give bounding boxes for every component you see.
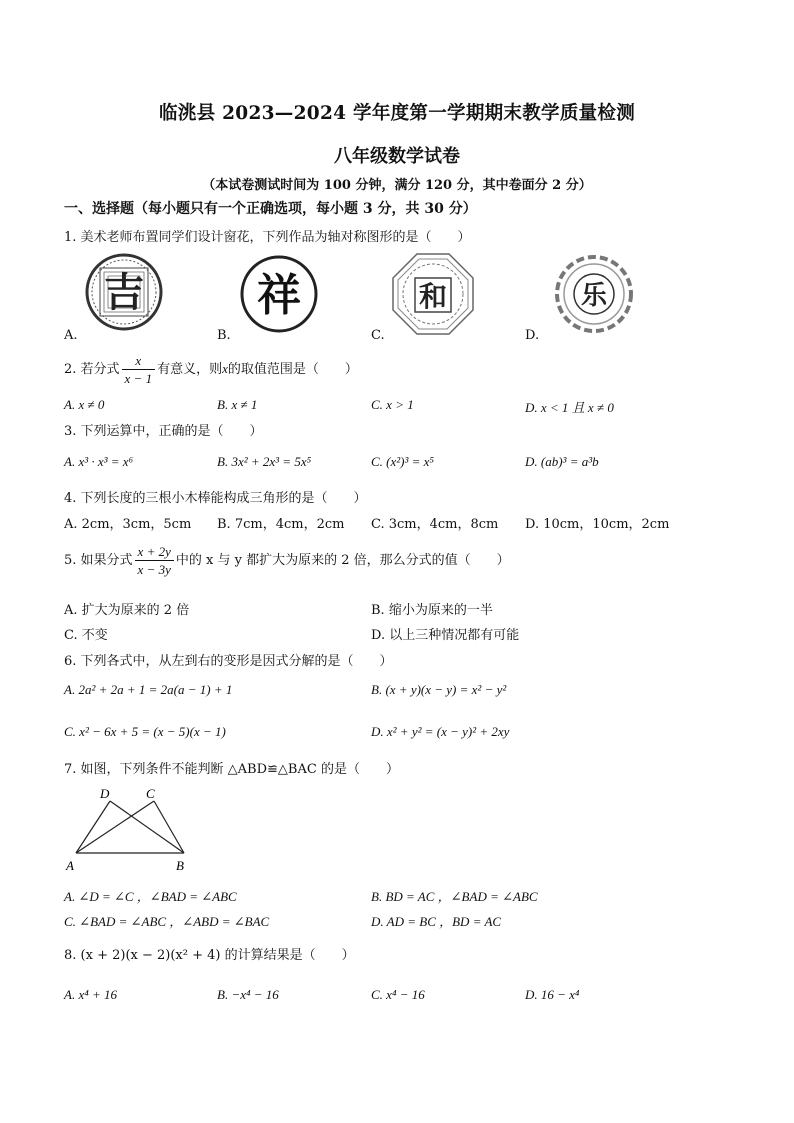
q2-option-b: B. x ≠ 1 bbox=[217, 397, 258, 412]
window-flower-ji-image bbox=[84, 252, 164, 332]
q4-option-a: A. 2cm，3cm，5cm bbox=[64, 517, 192, 532]
triangle-figure bbox=[64, 784, 194, 876]
question-1-stem: 1. 美术老师布置同学们设计窗花，下列作品为轴对称图形的是（ ） bbox=[64, 230, 471, 245]
window-flower-le-image bbox=[551, 254, 637, 334]
q5-option-c: C. 不变 bbox=[64, 628, 108, 643]
exam-title: 临洮县 2023—2024 学年度第一学期期末教学质量检测 bbox=[158, 103, 636, 124]
q2-option-d: D. x < 1 且 x ≠ 0 bbox=[525, 400, 614, 415]
q4-option-b: B. 7cm，4cm，2cm bbox=[217, 517, 345, 532]
q4-option-d: D. 10cm，10cm，2cm bbox=[525, 517, 670, 532]
q5-fraction: $\frac{x + 2y}{x - 3y}$ bbox=[135, 543, 174, 578]
question-6-stem: 6. 下列各式中，从左到右的变形是因式分解的是（ ） bbox=[64, 654, 393, 669]
question-8-stem: 8. (x + 2)(x − 2)(x² + 4) 的计算结果是（ ） bbox=[64, 948, 355, 963]
q3-option-b: B. 3x² + 2x³ = 5x⁵ bbox=[217, 454, 312, 469]
xiang-character: 祥 bbox=[257, 271, 301, 320]
q8-option-a: A. x⁴ + 16 bbox=[64, 987, 118, 1002]
question-4-stem: 4. 下列长度的三根小木棒能构成三角形的是（ ） bbox=[64, 491, 367, 506]
q8-option-d: D. 16 − x⁴ bbox=[525, 987, 580, 1002]
q6-option-d: D. x² + y² = (x − y)² + 2xy bbox=[371, 724, 510, 739]
q8-option-c: C. x⁴ − 16 bbox=[371, 987, 425, 1002]
q5-option-d: D. 以上三种情况都有可能 bbox=[371, 628, 520, 643]
q2-fraction: $\frac{x}{x - 1}$ bbox=[122, 352, 156, 387]
q7-option-c: C. ∠BAD = ∠ABC ，∠ABD = ∠BAC bbox=[64, 914, 270, 929]
q1-option-a: A. bbox=[64, 328, 78, 343]
he-character: 和 bbox=[418, 282, 448, 313]
q1-option-d: D. bbox=[525, 328, 540, 343]
q3-option-c: C. (x²)³ = x⁵ bbox=[371, 454, 434, 469]
le-character: 乐 bbox=[580, 281, 608, 310]
q6-option-a: A. 2a² + 2a + 1 = 2a(a − 1) + 1 bbox=[64, 682, 233, 697]
q3-option-a: A. x³ · x³ = x⁶ bbox=[64, 454, 134, 469]
question-5-stem: 5. 如果分式 $\frac{x + 2y}{x - 3y}$ 中的 x 与 y 都扩大为原来的 2 倍，那么分式的值（ ） bbox=[64, 544, 510, 577]
ji-character: 吉 bbox=[104, 270, 144, 315]
q4-option-c: C. 3cm，4cm，8cm bbox=[371, 517, 499, 532]
exam-note: （本试卷测试时间为 100 分钟，满分 120 分，其中卷面分 2 分） bbox=[202, 178, 592, 193]
q8-option-b: B. −x⁴ − 16 bbox=[217, 987, 279, 1002]
q5-option-b: B. 缩小为原来的一半 bbox=[371, 603, 493, 618]
section-title: 一、选择题（每小题只有一个正确选项，每小题 3 分，共 30 分） bbox=[64, 201, 477, 217]
q1-option-c: C. bbox=[371, 328, 385, 343]
label-d: D bbox=[100, 786, 110, 801]
q2-option-c: C. x > 1 bbox=[371, 397, 414, 412]
question-7-stem: 7. 如图，下列条件不能判断 △ABD≌△BAC 的是（ ） bbox=[64, 762, 399, 777]
label-a: A bbox=[66, 858, 74, 873]
q7-option-b: B. BD = AC ，∠BAD = ∠ABC bbox=[371, 889, 538, 904]
q7-option-a: A. ∠D = ∠C ，∠BAD = ∠ABC bbox=[64, 889, 237, 904]
q5-option-a: A. 扩大为原来的 2 倍 bbox=[64, 603, 190, 618]
q3-option-d: D. (ab)³ = a³b bbox=[525, 454, 599, 469]
label-c: C bbox=[146, 786, 155, 801]
q1-option-b: B. bbox=[217, 328, 231, 343]
question-3-stem: 3. 下列运算中，正确的是（ ） bbox=[64, 424, 263, 439]
question-2-stem: 2. 若分式 $\frac{x}{x - 1}$ 有意义，则x的取值范围是（ ） bbox=[64, 353, 358, 386]
label-b: B bbox=[176, 858, 184, 873]
q2-option-a: A. x ≠ 0 bbox=[64, 397, 105, 412]
window-flower-xiang-image bbox=[236, 254, 322, 334]
q6-option-b: B. (x + y)(x − y) = x² − y² bbox=[371, 682, 507, 697]
window-flower-he-image bbox=[391, 252, 475, 336]
exam-subtitle: 八年级数学试卷 bbox=[334, 146, 460, 167]
q6-option-c: C. x² − 6x + 5 = (x − 5)(x − 1) bbox=[64, 724, 226, 739]
q7-option-d: D. AD = BC ，BD = AC bbox=[371, 914, 502, 929]
